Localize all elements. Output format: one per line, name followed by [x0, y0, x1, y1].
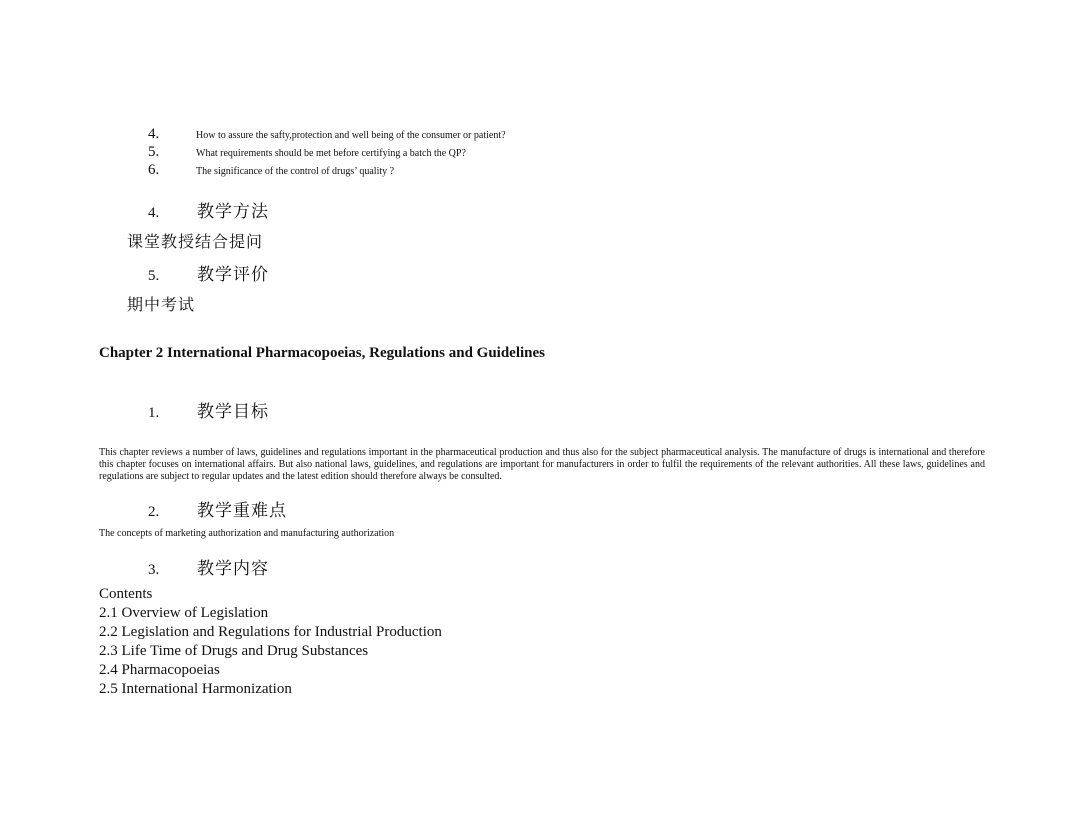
section-heading-key-points	[148, 496, 287, 521]
question-number: 6.	[148, 162, 160, 178]
question-item	[148, 162, 948, 180]
question-number: 5.	[148, 144, 160, 160]
evaluation-text: 期中考试	[127, 295, 196, 314]
contents-item: 2.5 International Harmonization	[99, 681, 292, 697]
section-title: 教学方法	[197, 202, 269, 222]
section-title: 教学评价	[197, 265, 269, 285]
contents-item: 2.3 Life Time of Drugs and Drug Substances	[99, 643, 369, 659]
section-number: 5.	[148, 268, 160, 284]
key-points-text: The concepts of marketing authorization and manufacturing authorization	[99, 528, 395, 539]
section-heading-methods	[148, 197, 269, 222]
contents-item: 2.2 Legislation and Regulations for Industrial Production	[99, 624, 442, 640]
section-title: 教学内容	[197, 559, 269, 579]
question-text: How to assure the safty,protection and well being of the consumer or patient?	[196, 130, 506, 141]
question-text: What requirements should be met before certifying a batch the QP?	[196, 148, 466, 159]
section-title: 教学目标	[197, 402, 269, 422]
section-heading-evaluation	[148, 260, 269, 285]
section-title: 教学重难点	[197, 501, 287, 521]
goals-paragraph: This chapter reviews a number of laws, guidelines and regulations important in the pharmaceutical production and thus also for the subject pharmaceutical analysis. The manufacture of drugs is international and therefore this chapter focuses on international affairs. But also national laws, guidelines, and regulations are important for manufacturers in order to fulfil the requirements of the relevant authorities. All these laws, guidelines and regulations are subject to regular updates and the latest edition should therefore always be consulted.	[99, 447, 985, 482]
methods-text: 课堂教授结合提问	[127, 232, 264, 251]
contents-item: 2.4 Pharmacopoeias	[99, 662, 220, 678]
question-number: 4.	[148, 126, 160, 142]
chapter-title: Chapter 2 International Pharmacopoeias, Regulations and Guidelines	[99, 345, 546, 361]
question-text: The significance of the control of drugs’ quality ?	[196, 166, 395, 177]
question-list	[148, 126, 948, 180]
section-number: 3.	[148, 562, 160, 578]
section-heading-goals	[148, 397, 269, 422]
section-heading-content	[148, 554, 269, 579]
section-number: 1.	[148, 405, 160, 421]
question-item	[148, 126, 948, 144]
contents-list	[99, 585, 442, 699]
section-number: 4.	[148, 205, 160, 221]
question-item	[148, 144, 948, 162]
contents-heading: Contents	[99, 586, 153, 602]
contents-item: 2.1 Overview of Legislation	[99, 605, 269, 621]
section-number: 2.	[148, 504, 160, 520]
